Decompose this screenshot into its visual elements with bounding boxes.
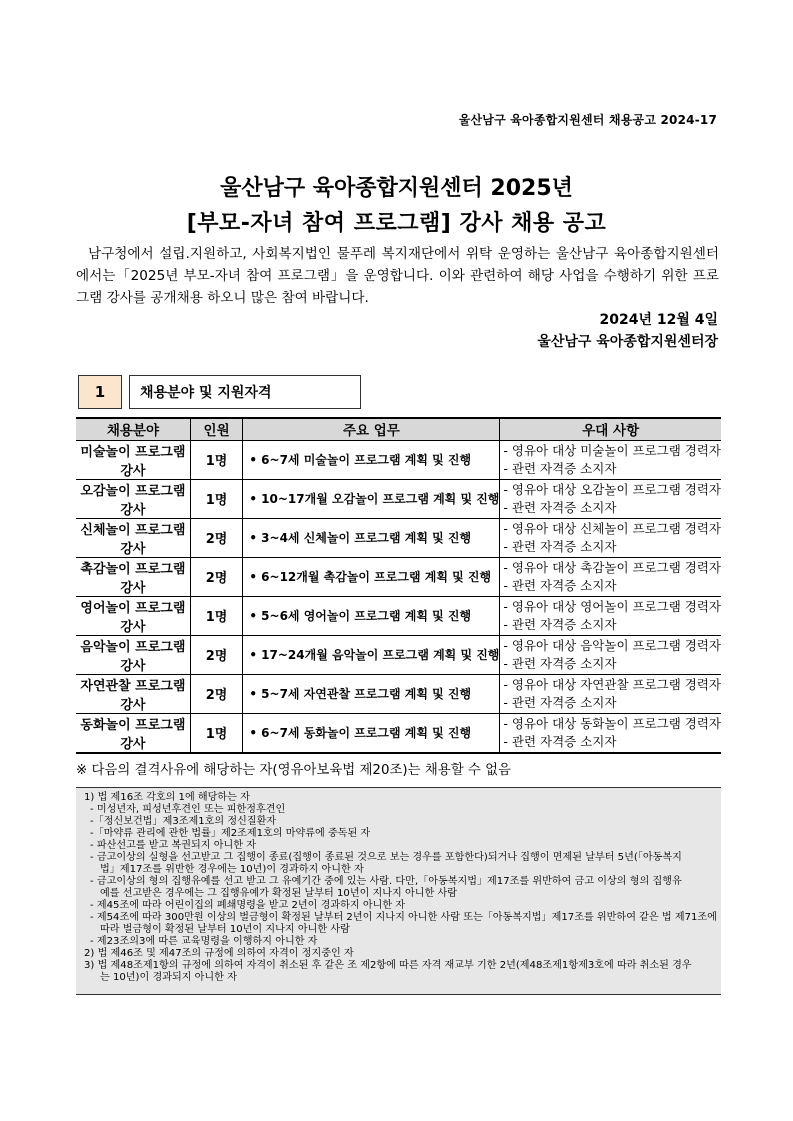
- reason-line: - 제45조에 따라 어린이집의 폐쇄명령을 받고 2년이 경과하지 아니한 자: [90, 900, 406, 911]
- cell-count: 1명: [190, 713, 243, 753]
- reason-line: 법」제17조를 위반한 경우에는 10년)이 경과하지 아니한 자: [100, 864, 364, 875]
- reason-line: 예를 선고받은 경우에는 그 집행유예가 확정된 날부터 10년이 지나지 아니한 사람: [100, 888, 457, 899]
- recruitment-table: [76, 417, 721, 754]
- disqualification-note: ※ 다음의 결격사유에 해당하는 자(영유아보육법 제20조)는 채용할 수 없음: [76, 763, 511, 778]
- header-field: 채용분야: [76, 418, 190, 440]
- cell-field: 미술놀이 프로그램 강사: [76, 440, 190, 479]
- table-row: [76, 479, 721, 518]
- reason-line: - 제23조의3에 따른 교육명령을 이행하지 아니한 자: [90, 936, 318, 947]
- cell-preference: [500, 557, 721, 596]
- preference-experience: - 영유아 대상 음악놀이 프로그램 경력자: [503, 637, 721, 653]
- disqualification-reasons-box: [76, 787, 721, 995]
- reason-line: - 미성년자, 피성년후견인 또는 피한정후견인: [90, 804, 286, 815]
- table-row: [76, 713, 721, 753]
- preference-experience: - 영유아 대상 영어놀이 프로그램 경력자: [503, 598, 721, 614]
- preference-certificate: - 관련 자격증 소지자: [503, 577, 617, 593]
- cell-duty: • 10~17개월 오감놀이 프로그램 계획 및 진행: [243, 479, 500, 518]
- table-row: [76, 557, 721, 596]
- table-row: [76, 674, 721, 713]
- intro-paragraph: 남구청에서 설립.지원하고, 사회복지법인 물푸레 복지재단에서 위탁 운영하는 울산남구 육아종합지원센터에서는「2025년 부모-자녀 참여 프로그램」을 운영합니다. 이와 관련하여 해당 사업을 수행하기 위한 프로그램 강사를 공개채용 하오니 많은 참여 바랍니다.: [76, 246, 719, 306]
- cell-duty: • 5~7세 자연관찰 프로그램 계획 및 진행: [243, 674, 500, 713]
- table-header-row: [76, 418, 721, 440]
- cell-count: 2명: [190, 674, 243, 713]
- cell-count: 1명: [190, 479, 243, 518]
- table-row: [76, 518, 721, 557]
- cell-preference: [500, 674, 721, 713]
- preference-experience: - 영유아 대상 동화놀이 프로그램 경력자: [503, 715, 721, 731]
- reason-line: 따라 벌금형이 확정된 날부터 10년이 지나지 아니한 사람: [100, 924, 350, 935]
- preference-certificate: - 관련 자격증 소지자: [503, 616, 617, 632]
- preference-certificate: - 관련 자격증 소지자: [503, 733, 617, 749]
- section-title: 채용분야 및 지원자격: [129, 375, 361, 409]
- cell-field: 동화놀이 프로그램 강사: [76, 713, 190, 753]
- reason-line: -「마약류 관리에 관한 법률」제2조제1호의 마약류에 중독된 자: [90, 828, 371, 839]
- reason-line: - 금고이상의 실형을 선고받고 그 집행이 종료(집행이 종료된 것으로 보는 경우를 포함한다)되거나 집행이 면제된 날부터 5년(「아동복지: [90, 852, 682, 863]
- table-row: [76, 596, 721, 635]
- cell-field: 오감놀이 프로그램 강사: [76, 479, 190, 518]
- page-title: 울산남구 육아종합지원센터 2025년: [220, 176, 573, 201]
- reason-line: - 제54조에 따라 300만원 이상의 벌금형이 확정된 날부터 2년이 지나지 아니한 사람 또는「아동복지법」제17조를 위반하여 같은 법 제71조에: [90, 912, 717, 923]
- header-preference: 우대 사항: [500, 418, 721, 440]
- reason-line: - 파산선고를 받고 복권되지 아니한 자: [90, 840, 256, 851]
- preference-experience: - 영유아 대상 신체놀이 프로그램 경력자: [503, 520, 721, 536]
- reason-line: 3) 법 제48조제1항의 규정에 의하여 자격이 취소된 후 같은 조 제2항에 따른 자격 재교부 기한 2년(제48조제1항제3호에 따라 취소된 경우: [84, 960, 692, 971]
- section-number: 1: [78, 375, 122, 409]
- cell-field: 음악놀이 프로그램 강사: [76, 635, 190, 674]
- preference-certificate: - 관련 자격증 소지자: [503, 499, 617, 515]
- reason-line: - 금고이상의 형의 집행유예를 선고 받고 그 유예기간 중에 있는 사람. 다만,「아동복지법」제17조를 위반하여 금고 이상의 형의 집행유: [90, 876, 682, 887]
- table-row: [76, 440, 721, 479]
- preference-certificate: - 관련 자격증 소지자: [503, 460, 617, 476]
- header-count: 인원: [190, 418, 243, 440]
- preference-experience: - 영유아 대상 오감놀이 프로그램 경력자: [503, 481, 721, 497]
- cell-duty: • 5~6세 영어놀이 프로그램 계획 및 진행: [243, 596, 500, 635]
- cell-field: 영어놀이 프로그램 강사: [76, 596, 190, 635]
- reason-line: 1) 법 제16조 각호의 1에 해당하는 자: [84, 792, 250, 803]
- cell-preference: [500, 596, 721, 635]
- cell-preference: [500, 635, 721, 674]
- reason-line: 2) 법 제46조 및 제47조의 규정에 의하여 자격이 정지중인 자: [84, 948, 354, 959]
- table-row: [76, 635, 721, 674]
- preference-experience: - 영유아 대상 촉감놀이 프로그램 경력자: [503, 559, 721, 575]
- cell-count: 1명: [190, 596, 243, 635]
- announcement-date: 2024년 12월 4일: [599, 312, 718, 328]
- cell-count: 2명: [190, 635, 243, 674]
- reason-line: 는 10년)이 경과되지 아니한 자: [100, 972, 237, 983]
- cell-duty: • 6~7세 동화놀이 프로그램 계획 및 진행: [243, 713, 500, 753]
- preference-certificate: - 관련 자격증 소지자: [503, 655, 617, 671]
- reason-line: -「정신보건법」제3조제1호의 정신질환자: [90, 816, 277, 827]
- preference-experience: - 영유아 대상 미술놀이 프로그램 경력자: [503, 442, 721, 458]
- preference-certificate: - 관련 자격증 소지자: [503, 694, 617, 710]
- cell-duty: • 17~24개월 음악놀이 프로그램 계획 및 진행: [243, 635, 500, 674]
- cell-duty: • 3~4세 신체놀이 프로그램 계획 및 진행: [243, 518, 500, 557]
- cell-preference: [500, 518, 721, 557]
- cell-duty: • 6~12개월 촉감놀이 프로그램 계획 및 진행: [243, 557, 500, 596]
- header-duty: 주요 업무: [243, 418, 500, 440]
- cell-preference: [500, 479, 721, 518]
- cell-preference: [500, 713, 721, 753]
- cell-count: 1명: [190, 440, 243, 479]
- page-subtitle: [부모-자녀 참여 프로그램] 강사 채용 공고: [186, 211, 607, 236]
- cell-preference: [500, 440, 721, 479]
- issuer-name: 울산남구 육아종합지원센터장: [537, 334, 718, 350]
- preference-certificate: - 관련 자격증 소지자: [503, 538, 617, 554]
- cell-count: 2명: [190, 557, 243, 596]
- cell-field: 촉감놀이 프로그램 강사: [76, 557, 190, 596]
- cell-field: 자연관찰 프로그램 강사: [76, 674, 190, 713]
- document-number: 울산남구 육아종합지원센터 채용공고 2024-17: [458, 113, 717, 127]
- cell-duty: • 6~7세 미술놀이 프로그램 계획 및 진행: [243, 440, 500, 479]
- preference-experience: - 영유아 대상 자연관찰 프로그램 경력자: [503, 676, 721, 692]
- cell-field: 신체놀이 프로그램 강사: [76, 518, 190, 557]
- cell-count: 2명: [190, 518, 243, 557]
